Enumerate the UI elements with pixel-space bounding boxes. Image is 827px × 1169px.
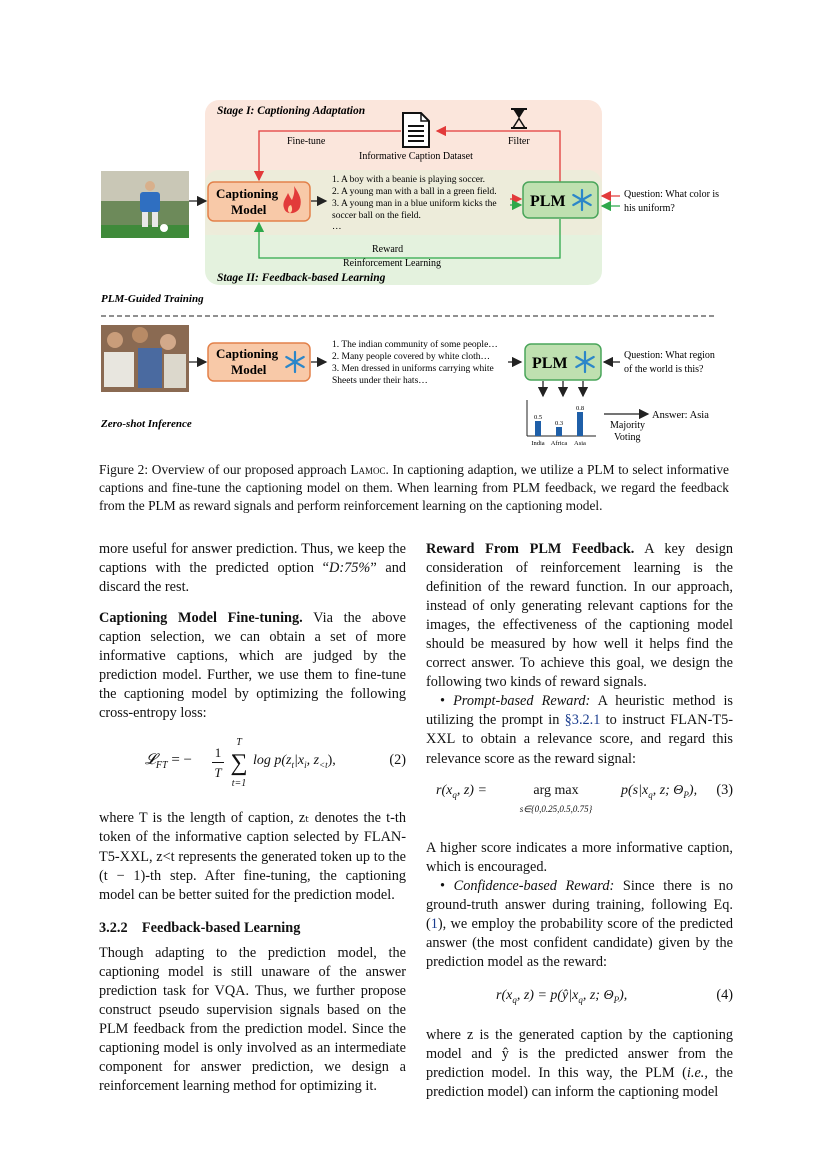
paragraph: Though adapting to the prediction model, the captioning model is still unaware of the answer prediction task for VQA. Thus, we further propose construct pseudo supervision signals based on the PLM feedback from the prediction model. Since the captioning model is only involved as an intermediate component for answer prediction, we design a reinforcement learning method for optimizing it. (99, 944, 406, 1095)
svg-text:PLM: PLM (532, 355, 568, 372)
paragraph: A higher score indicates a more informative caption, which is encouraged. (426, 839, 733, 875)
paragraph: where T is the length of caption, zₜ denotes the t-th token of the informative caption selected by FLAN-T5-XXL, z<t represents the generated token up to the (t − 1)-th step. After fine-tuning, the captioning model can be better suited for the prediction model. (99, 810, 406, 903)
figure-2 (0, 0, 827, 460)
question-bottom-line1: Question: What region (624, 350, 715, 361)
equation-2: 𝓛$_{FT}$ = − 1 T T ∑ t=1 $\log p(z_t|x_i$, $z_{<t}$), (2) (145, 737, 406, 790)
majority-line2: Voting (614, 432, 641, 443)
dataset-label: Informative Caption Dataset (359, 151, 473, 162)
fine-tune-label: Fine-tune (287, 136, 326, 147)
bar-value-label: 0.5 (533, 414, 543, 421)
equation-3: $r(x_q$, z) = arg max s∈{0,0.25,0.5,0.75} $p(s|x_q$, z; $\Theta_P$), (3) (436, 781, 733, 814)
caption-top-5: … (332, 222, 342, 232)
paragraph: • Confidence-based Reward: Since there is no ground-truth answer during training, following Eq.(1), we employ the probability score of the predicted answer (the most confident candidate) given by the prediction model as the reward: (426, 877, 733, 970)
caption-top-4: soccer ball on the field. (332, 211, 421, 221)
soccer-photo (101, 171, 189, 238)
caption-bottom-3: 3. Men dressed in uniforms carrying white (332, 364, 494, 374)
paragraph: Reward From PLM Feedback. A key design consideration of reinforcement learning is the definition of the reward function. In our approach, instead of only generating relevant captions for the images, the effectiveness of the captioning model should be measured by how well it helps find the correct answer. To achieve this goal, we design the following two kinds of reward signals. (426, 541, 733, 691)
rl-label: Reinforcement Learning (343, 258, 442, 269)
question-top-line2: his uniform? (624, 203, 675, 214)
svg-text:Model: Model (231, 362, 267, 377)
left-column (99, 540, 406, 1096)
paragraph-heading: Reward From PLM Feedback. (426, 541, 635, 557)
bar-category-label: Asia (574, 440, 586, 447)
bar-category-label: India (531, 440, 545, 447)
answer-label: Answer: Asia (652, 410, 709, 421)
filter-label: Filter (508, 136, 530, 147)
caption-bottom-2: 2. Many people covered by white cloth… (332, 352, 491, 362)
paragraph: more useful for answer prediction. Thus, we keep the captions with the predicted option “D:75%” and discard the rest. (99, 541, 406, 596)
caption-top-2: 2. A young man with a ball in a green field. (332, 187, 497, 197)
bar-asia (577, 412, 583, 436)
reward-label: Reward (372, 244, 404, 255)
section-ref-link[interactable]: §3.2.1 (564, 712, 601, 729)
svg-text:Captioning: Captioning (216, 346, 279, 361)
equation-ref-link[interactable]: 1 (430, 915, 438, 932)
caption-top-1: 1. A boy with a beanie is playing soccer. (332, 175, 486, 185)
majority-line1: Majority (610, 420, 645, 431)
svg-text:Model: Model (231, 202, 267, 217)
bar-india (535, 421, 541, 436)
paragraph-heading: Captioning Model Fine-tuning. (99, 610, 303, 627)
voting-bar-chart (527, 400, 596, 447)
crowd-photo (101, 325, 189, 392)
section-heading: 3.2.2 Feedback-based Learning (99, 919, 301, 936)
paragraph: Captioning Model Fine-tuning. Via the above caption selection, we can obtain a set of more informative captions, which are judged by the prediction model. Further, we use them to fine-tune the captioning model by optimizing the following cross-entropy loss: (99, 610, 406, 722)
bar-value-label: 0.3 (554, 420, 564, 427)
stage2-label: Stage II: Feedback-based Learning (217, 272, 386, 284)
question-top-line1: Question: What color is (624, 189, 720, 200)
paragraph: • Prompt-based Reward: A heuristic method is utilizing the prompt in §3.2.1 to instruct FLAN-T5-XXL to obtain a relevance score, and regard this relevance score as the reward signal: (426, 693, 733, 767)
figure-svg (0, 0, 827, 460)
equation-4: $r(x_q$, $z) = p(ŷ|x_q$, z; $\Theta_P$), (4) (496, 986, 733, 1005)
stage1-label: Stage I: Captioning Adaptation (217, 105, 366, 117)
document-icon (403, 113, 429, 147)
method-name: Lamoc (350, 462, 386, 477)
paragraph: where z is the generated caption by the captioning model and ŷ is the predicted answer from the prediction model. In this way, the PLM (i.e., the prediction model) can inform the captioning model (426, 1026, 733, 1101)
figure-caption: Figure 2: Overview of our proposed approach Lamoc. In captioning adaption, we utilize a PLM to select informative captions and fine-tune the captioning model on them. When learning from PLM feedback, we regard the feedback from the PLM as reward signals and perform reinforcement learning on the captioning model. (99, 462, 729, 513)
bar-africa (556, 427, 562, 436)
training-label: PLM-Guided Training (101, 293, 204, 305)
bar-category-label: Africa (550, 440, 568, 447)
question-bottom-line2: of the world is this? (624, 364, 704, 375)
caption-top-3: 3. A young man in a blue uniform kicks the (332, 199, 497, 209)
caption-bottom-1: 1. The indian community of some people… (332, 340, 498, 350)
bar-value-label: 0.8 (575, 405, 585, 412)
svg-text:PLM: PLM (530, 193, 566, 210)
right-column (426, 540, 733, 1102)
caption-bottom-4: Sheets under their hats… (332, 376, 428, 386)
inference-label: Zero-shot Inference (101, 418, 192, 430)
svg-text:Captioning: Captioning (216, 186, 279, 201)
